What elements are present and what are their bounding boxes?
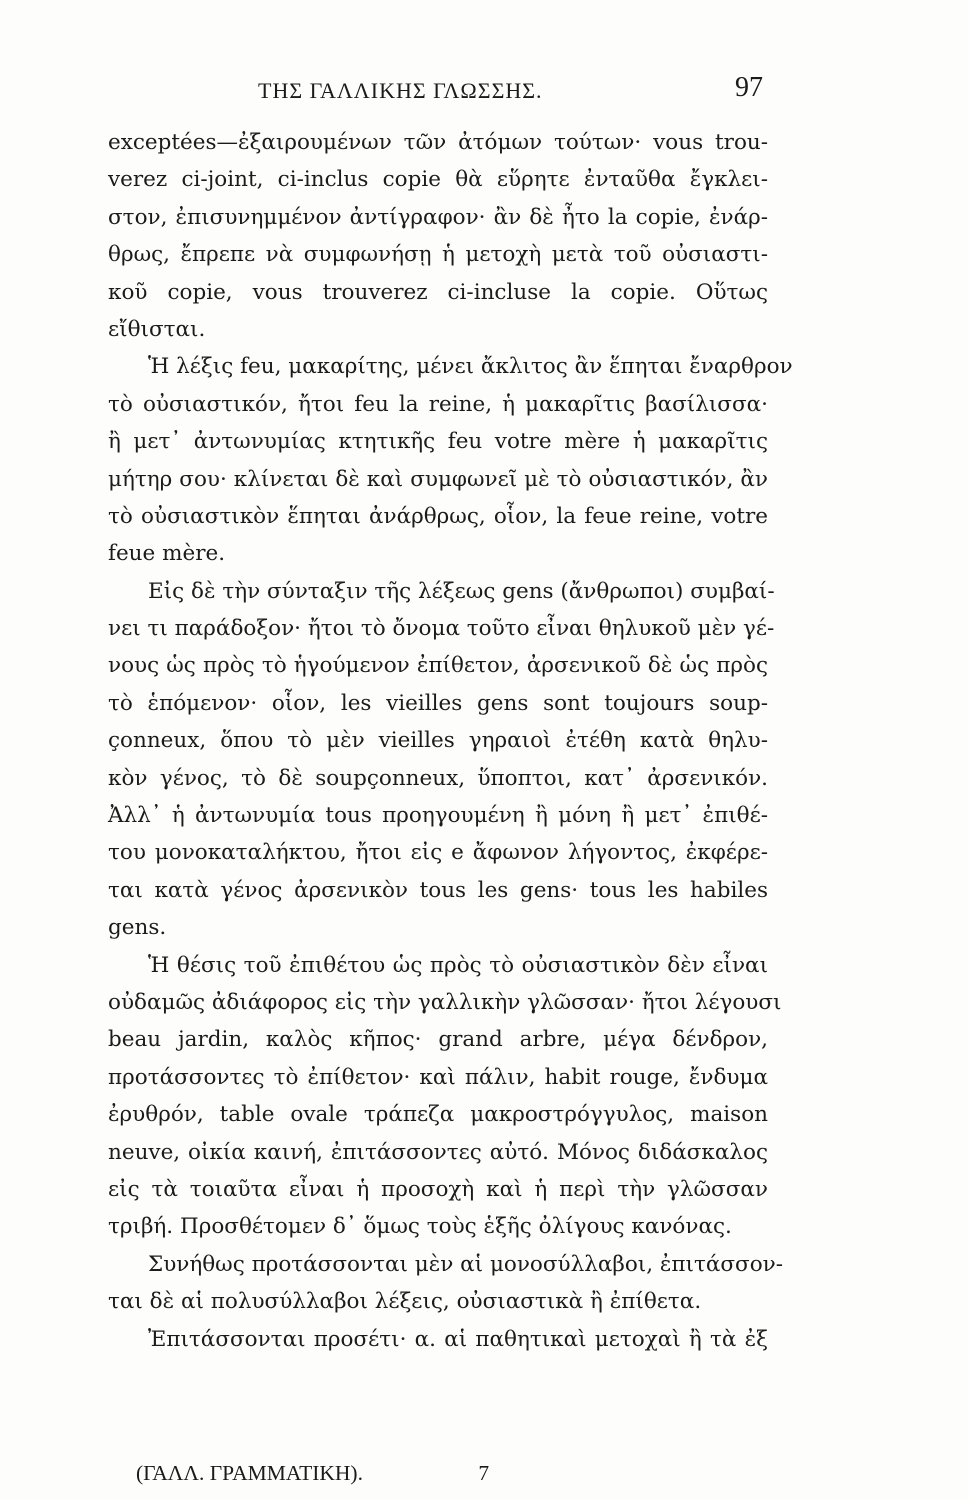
text-line: ται κατὰ γένος ἀρσενικὸν tous les gens· tous les habiles [108, 877, 768, 903]
text-line: τὸ οὐσιαστικὸν ἕπηται ἀνάρθρως, οἷον, la feue reine, votre [108, 503, 768, 529]
running-title: ΤΗΣ ΓΑΛΛΙΚΗΣ ΓΛΩΣΣΗΣ. [258, 78, 543, 103]
text-line: νους ὡς πρὸς τὸ ἡγούμενον ἐπίθετον, ἀρσενικοῦ δὲ ὡς πρὸς [108, 653, 768, 679]
text-line: çonneux, ὅπου τὸ μὲν vieilles γηραιοὶ ἐτέθη κατὰ θηλυ- [108, 728, 768, 754]
text-line: εἴθισται. [108, 316, 206, 342]
text-line: neuve, οἰκία καινή, ἐπιτάσσοντες αὐτό. Μόνος διδάσκαλος [108, 1139, 768, 1165]
text-line: τριβή. Προσθέτομεν δ᾽ ὅμως τοὺς ἑξῆς ὀλίγους κανόνας. [108, 1214, 732, 1240]
text-line: νει τι παράδοξον· ἤτοι τὸ ὄνομα τοῦτο εἶναι θηλυκοῦ μὲν γέ- [108, 616, 775, 642]
text-line: Ἀλλ᾽ ἡ ἀντωνυμία tous προηγουμένη ἢ μόνη ἢ μετ᾽ ἐπιθέ- [108, 803, 768, 829]
text-line: gens. [108, 915, 167, 941]
text-line: προτάσσοντες τὸ ἐπίθετον· καὶ πάλιν, habit rouge, ἔνδυμα [108, 1064, 768, 1090]
text-line: ἐρυθρόν, table ovale τράπεζα μακροστρόγγυλος, maison [108, 1102, 768, 1128]
text-line: τὸ ἑπόμενον· οἷον, les vieilles gens sont toujours soup- [108, 690, 768, 716]
text-line: κοῦ copie, vous trouverez ci-incluse la copie. Οὕτως [108, 279, 768, 305]
text-line: ἢ μετ᾽ ἀντωνυμίας κτητικῆς feu votre mère ἡ μακαρῖτις [108, 429, 768, 455]
text-line: Ἡ θέσις τοῦ ἐπιθέτου ὡς πρὸς τὸ οὐσιαστικὸν δὲν εἶναι [148, 952, 768, 978]
text-line: κὸν γένος, τὸ δὲ soupçonneux, ὕποπτοι, κατ᾽ ἀρσενικόν. [108, 765, 768, 791]
footer-signature-mark: 7 [478, 1461, 490, 1485]
text-line: Συνήθως προτάσσονται μὲν αἱ μονοσύλλαβοι, ἐπιτάσσον- [148, 1251, 784, 1277]
text-line: τὸ οὐσιαστικόν, ἤτοι feu la reine, ἡ μακαρῖτις βασίλισσα· [108, 391, 768, 417]
text-line: beau jardin, καλὸς κῆπος· grand arbre, μέγα δένδρον, [108, 1027, 768, 1053]
text-line: εἰς τὰ τοιαῦτα εἶναι ἡ προσοχὴ καὶ ἡ περὶ τὴν γλῶσσαν [108, 1176, 768, 1202]
text-line: θρως, ἔπρεπε νὰ συμφωνήσῃ ἡ μετοχὴ μετὰ τοῦ οὐσιαστι- [108, 242, 768, 268]
footer-book-title: (ΓΑΛΛ. ΓΡΑΜΜΑΤΙΚΗ). [136, 1461, 363, 1485]
text-line: Εἰς δὲ τὴν σύνταξιν τῆς λέξεως gens (ἄνθρωποι) συμβαί- [148, 578, 775, 604]
text-line: ται δὲ αἱ πολυσύλλαβοι λέξεις, οὐσιαστικὰ ἢ ἐπίθετα. [108, 1289, 702, 1315]
page-footer [136, 1461, 489, 1486]
text-line: στον, ἐπισυνημμένον ἀντίγραφον· ἂν δὲ ἦτο la copie, ἐνάρ- [108, 204, 768, 230]
page-number: 97 [735, 72, 763, 103]
text-line: Ἐπιτάσσονται προσέτι· α. αἱ παθητικαὶ μετοχαὶ ἢ τὰ ἐξ [148, 1326, 768, 1352]
text-line: οὐδαμῶς ἀδιάφορος εἰς τὴν γαλλικὴν γλῶσσαν· ἤτοι λέγουσι [108, 989, 782, 1015]
text-line: exceptées—ἐξαιρουμένων τῶν ἀτόμων τούτων· vous trou- [108, 130, 768, 155]
text-line: feue mère. [108, 541, 226, 567]
text-line: του μονοκαταλήκτου, ἤτοι εἰς e ἄφωνον λήγοντος, ἐκφέρε- [108, 840, 768, 866]
text-line: Ἡ λέξις feu, μακαρίτης, μένει ἄκλιτος ἂν ἕπηται ἔναρθρον [148, 354, 793, 380]
page-header [108, 72, 763, 112]
text-line: verez ci-joint, ci-inclus copie θὰ εὕρητε ἐνταῦθα ἔγκλει- [108, 167, 768, 193]
body-text [108, 124, 793, 1358]
text-line: μήτηρ σου· κλίνεται δὲ καὶ συμφωνεῖ μὲ τὸ οὐσιαστικόν, ἂν [108, 466, 768, 492]
